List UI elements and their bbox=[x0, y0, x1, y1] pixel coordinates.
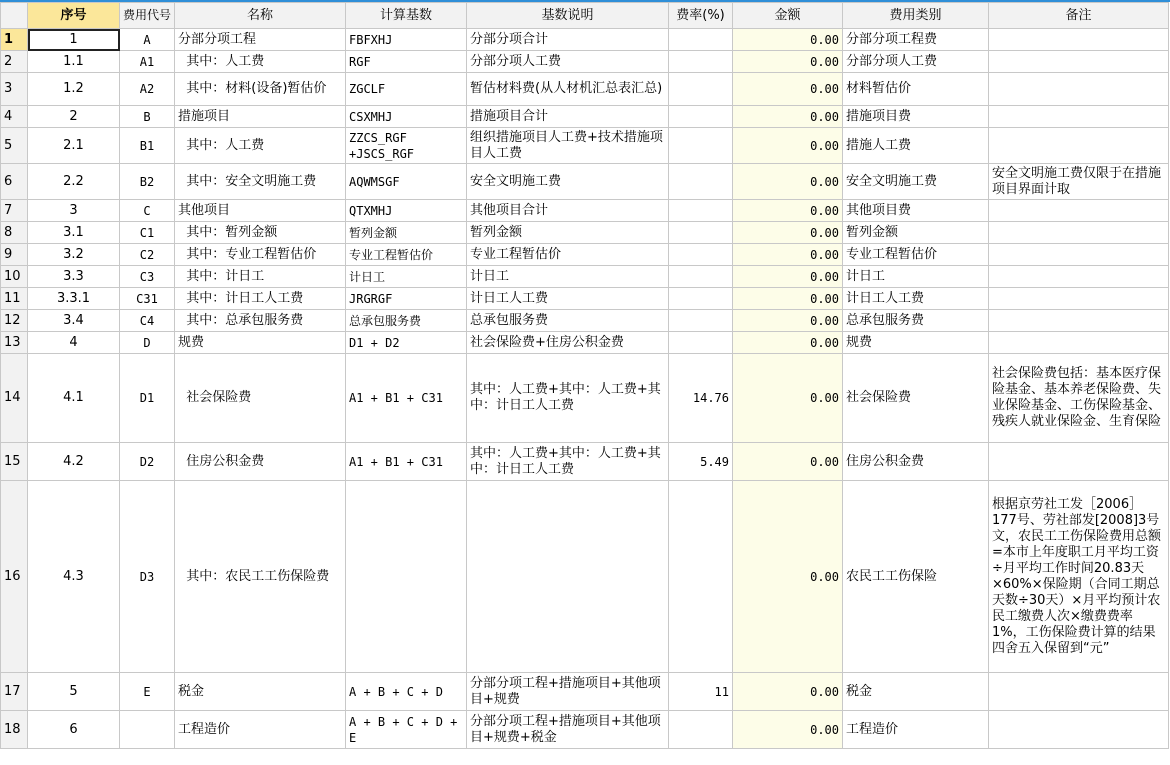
cell-amount[interactable]: 0.00 bbox=[733, 73, 843, 106]
cell-category[interactable]: 计日工人工费 bbox=[843, 288, 989, 310]
cell-name[interactable]: 其中：专业工程暂估价 bbox=[175, 244, 346, 266]
cell-base[interactable]: 专业工程暂估价 bbox=[346, 244, 467, 266]
row-number[interactable]: 1 bbox=[1, 29, 28, 51]
cell-base[interactable]: A1 + B1 + C31 bbox=[346, 354, 467, 443]
table-row[interactable] bbox=[1, 106, 1169, 128]
cell-rate[interactable] bbox=[669, 73, 733, 106]
row-number[interactable]: 17 bbox=[1, 673, 28, 711]
cell-name[interactable]: 其中：农民工工伤保险费 bbox=[175, 481, 346, 673]
cell-base[interactable]: A1 + B1 + C31 bbox=[346, 443, 467, 481]
cell-code[interactable]: D1 bbox=[120, 354, 175, 443]
cell-base[interactable]: A + B + C + D bbox=[346, 673, 467, 711]
cell-amount[interactable]: 0.00 bbox=[733, 443, 843, 481]
cell-desc[interactable]: 其中：人工费+其中：人工费+其中：计日工人工费 bbox=[467, 443, 669, 481]
cell-category[interactable]: 分部分项人工费 bbox=[843, 51, 989, 73]
cell-amount[interactable]: 0.00 bbox=[733, 106, 843, 128]
column-header-note[interactable]: 备注 bbox=[989, 3, 1169, 29]
cell-base[interactable]: D1 + D2 bbox=[346, 332, 467, 354]
cell-desc[interactable]: 组织措施项目人工费+技术措施项目人工费 bbox=[467, 128, 669, 164]
cell-note[interactable] bbox=[989, 244, 1169, 266]
cell-base[interactable]: FBFXHJ bbox=[346, 29, 467, 51]
cell-name[interactable]: 其中：材料(设备)暂估价 bbox=[175, 73, 346, 106]
cell-seq[interactable]: 4.2 bbox=[28, 443, 120, 481]
cell-seq[interactable]: 4 bbox=[28, 332, 120, 354]
cell-rate[interactable] bbox=[669, 200, 733, 222]
row-number[interactable]: 10 bbox=[1, 266, 28, 288]
cell-desc[interactable]: 措施项目合计 bbox=[467, 106, 669, 128]
table-row[interactable] bbox=[1, 332, 1169, 354]
cell-desc[interactable]: 分部分项工程+措施项目+其他项目+规费 bbox=[467, 673, 669, 711]
cell-base[interactable]: RGF bbox=[346, 51, 467, 73]
table-row[interactable] bbox=[1, 73, 1169, 106]
cell-seq[interactable]: 3.1 bbox=[28, 222, 120, 244]
row-number[interactable]: 12 bbox=[1, 310, 28, 332]
cell-name[interactable]: 税金 bbox=[175, 673, 346, 711]
row-number[interactable]: 3 bbox=[1, 73, 28, 106]
row-number[interactable]: 11 bbox=[1, 288, 28, 310]
cell-note[interactable] bbox=[989, 443, 1169, 481]
cell-rate[interactable] bbox=[669, 711, 733, 749]
cell-amount[interactable]: 0.00 bbox=[733, 481, 843, 673]
cell-note[interactable] bbox=[989, 106, 1169, 128]
cell-code[interactable]: C2 bbox=[120, 244, 175, 266]
cell-amount[interactable]: 0.00 bbox=[733, 288, 843, 310]
column-header-category[interactable]: 费用类别 bbox=[843, 3, 989, 29]
cell-seq[interactable]: 6 bbox=[28, 711, 120, 749]
cell-note[interactable] bbox=[989, 673, 1169, 711]
cell-rate[interactable]: 11 bbox=[669, 673, 733, 711]
cell-name[interactable]: 其中：总承包服务费 bbox=[175, 310, 346, 332]
cell-amount[interactable]: 0.00 bbox=[733, 51, 843, 73]
cell-amount[interactable]: 0.00 bbox=[733, 266, 843, 288]
cell-seq[interactable]: 4.1 bbox=[28, 354, 120, 443]
cell-name[interactable]: 其中：人工费 bbox=[175, 128, 346, 164]
cell-amount[interactable]: 0.00 bbox=[733, 128, 843, 164]
cell-amount[interactable]: 0.00 bbox=[733, 332, 843, 354]
cell-amount[interactable]: 0.00 bbox=[733, 711, 843, 749]
cell-note[interactable] bbox=[989, 51, 1169, 73]
corner-cell[interactable] bbox=[1, 3, 28, 29]
cell-name[interactable]: 措施项目 bbox=[175, 106, 346, 128]
cell-name[interactable]: 住房公积金费 bbox=[175, 443, 346, 481]
cell-name[interactable]: 工程造价 bbox=[175, 711, 346, 749]
table-row[interactable] bbox=[1, 288, 1169, 310]
cell-base[interactable]: ZZCS_RGF +JSCS_RGF bbox=[346, 128, 467, 164]
cell-name[interactable]: 其中：安全文明施工费 bbox=[175, 164, 346, 200]
cell-desc[interactable]: 计日工人工费 bbox=[467, 288, 669, 310]
table-row[interactable] bbox=[1, 266, 1169, 288]
row-number[interactable]: 6 bbox=[1, 164, 28, 200]
cell-note[interactable]: 安全文明施工费仅限于在措施项目界面计取 bbox=[989, 164, 1169, 200]
cell-seq[interactable]: 3.3 bbox=[28, 266, 120, 288]
cell-category[interactable]: 工程造价 bbox=[843, 711, 989, 749]
cell-seq[interactable]: 2.1 bbox=[28, 128, 120, 164]
cell-amount[interactable]: 0.00 bbox=[733, 29, 843, 51]
cell-code[interactable]: C1 bbox=[120, 222, 175, 244]
cell-category[interactable]: 分部分项工程费 bbox=[843, 29, 989, 51]
row-number[interactable]: 16 bbox=[1, 481, 28, 673]
cell-code[interactable]: C31 bbox=[120, 288, 175, 310]
cell-seq[interactable]: 3.4 bbox=[28, 310, 120, 332]
cell-seq[interactable]: 1 bbox=[28, 29, 120, 51]
cell-name[interactable]: 其中：人工费 bbox=[175, 51, 346, 73]
cell-code[interactable]: B2 bbox=[120, 164, 175, 200]
column-header-desc[interactable]: 基数说明 bbox=[467, 3, 669, 29]
table-row[interactable] bbox=[1, 29, 1169, 51]
row-number[interactable]: 15 bbox=[1, 443, 28, 481]
cell-note[interactable] bbox=[989, 310, 1169, 332]
table-row[interactable] bbox=[1, 711, 1169, 749]
cell-base[interactable]: 计日工 bbox=[346, 266, 467, 288]
cell-rate[interactable] bbox=[669, 164, 733, 200]
cell-category[interactable]: 安全文明施工费 bbox=[843, 164, 989, 200]
cell-category[interactable]: 住房公积金费 bbox=[843, 443, 989, 481]
cell-seq[interactable]: 1.2 bbox=[28, 73, 120, 106]
cell-base[interactable] bbox=[346, 481, 467, 673]
cell-note[interactable] bbox=[989, 200, 1169, 222]
cell-note[interactable] bbox=[989, 222, 1169, 244]
row-number[interactable]: 4 bbox=[1, 106, 28, 128]
cell-desc[interactable]: 社会保险费+住房公积金费 bbox=[467, 332, 669, 354]
cell-base[interactable]: CSXMHJ bbox=[346, 106, 467, 128]
cell-seq[interactable]: 2.2 bbox=[28, 164, 120, 200]
cell-note[interactable] bbox=[989, 266, 1169, 288]
row-number[interactable]: 18 bbox=[1, 711, 28, 749]
cell-amount[interactable]: 0.00 bbox=[733, 310, 843, 332]
cell-amount[interactable]: 0.00 bbox=[733, 673, 843, 711]
cell-category[interactable]: 暂列金额 bbox=[843, 222, 989, 244]
cell-seq[interactable]: 1.1 bbox=[28, 51, 120, 73]
cell-desc[interactable]: 安全文明施工费 bbox=[467, 164, 669, 200]
cell-category[interactable]: 总承包服务费 bbox=[843, 310, 989, 332]
cell-amount[interactable]: 0.00 bbox=[733, 222, 843, 244]
cell-rate[interactable] bbox=[669, 222, 733, 244]
table-row[interactable] bbox=[1, 481, 1169, 673]
table-row[interactable] bbox=[1, 222, 1169, 244]
cell-rate[interactable] bbox=[669, 29, 733, 51]
cell-name[interactable]: 分部分项工程 bbox=[175, 29, 346, 51]
column-header-rate[interactable]: 费率(%) bbox=[669, 3, 733, 29]
cell-rate[interactable] bbox=[669, 128, 733, 164]
cell-code[interactable]: E bbox=[120, 673, 175, 711]
row-number[interactable]: 8 bbox=[1, 222, 28, 244]
cell-base[interactable]: JRGRGF bbox=[346, 288, 467, 310]
cell-code[interactable]: B bbox=[120, 106, 175, 128]
cell-desc[interactable]: 分部分项合计 bbox=[467, 29, 669, 51]
row-number[interactable]: 14 bbox=[1, 354, 28, 443]
column-header-base[interactable]: 计算基数 bbox=[346, 3, 467, 29]
row-number[interactable]: 5 bbox=[1, 128, 28, 164]
cell-code[interactable]: A2 bbox=[120, 73, 175, 106]
cell-seq[interactable]: 3 bbox=[28, 200, 120, 222]
cell-category[interactable]: 社会保险费 bbox=[843, 354, 989, 443]
cell-seq[interactable]: 5 bbox=[28, 673, 120, 711]
cell-name[interactable]: 其他项目 bbox=[175, 200, 346, 222]
cell-desc[interactable]: 计日工 bbox=[467, 266, 669, 288]
cell-code[interactable] bbox=[120, 711, 175, 749]
table-row[interactable] bbox=[1, 128, 1169, 164]
column-header-amount[interactable]: 金额 bbox=[733, 3, 843, 29]
cell-amount[interactable]: 0.00 bbox=[733, 200, 843, 222]
cell-amount[interactable]: 0.00 bbox=[733, 354, 843, 443]
cell-rate[interactable] bbox=[669, 310, 733, 332]
cell-rate[interactable] bbox=[669, 332, 733, 354]
cell-code[interactable]: B1 bbox=[120, 128, 175, 164]
cell-base[interactable]: QTXMHJ bbox=[346, 200, 467, 222]
table-row[interactable] bbox=[1, 310, 1169, 332]
cell-amount[interactable]: 0.00 bbox=[733, 164, 843, 200]
cell-category[interactable]: 其他项目费 bbox=[843, 200, 989, 222]
cell-code[interactable]: A bbox=[120, 29, 175, 51]
table-row[interactable] bbox=[1, 443, 1169, 481]
cell-base[interactable]: A + B + C + D + E bbox=[346, 711, 467, 749]
cell-note[interactable]: 社会保险费包括：基本医疗保险基金、基本养老保险费、失业保险基金、工伤保险基金、残疾人就业保险金、生育保险 bbox=[989, 354, 1169, 443]
cell-desc[interactable]: 专业工程暂估价 bbox=[467, 244, 669, 266]
cell-base[interactable]: 总承包服务费 bbox=[346, 310, 467, 332]
cell-rate[interactable] bbox=[669, 244, 733, 266]
table-row[interactable] bbox=[1, 354, 1169, 443]
cell-category[interactable]: 税金 bbox=[843, 673, 989, 711]
table-row[interactable] bbox=[1, 164, 1169, 200]
cell-name[interactable]: 其中：暂列金额 bbox=[175, 222, 346, 244]
cell-rate[interactable] bbox=[669, 106, 733, 128]
cell-code[interactable]: D2 bbox=[120, 443, 175, 481]
cell-category[interactable]: 专业工程暂估价 bbox=[843, 244, 989, 266]
cell-category[interactable]: 规费 bbox=[843, 332, 989, 354]
cell-desc[interactable]: 分部分项工程+措施项目+其他项目+规费+税金 bbox=[467, 711, 669, 749]
cell-seq[interactable]: 3.3.1 bbox=[28, 288, 120, 310]
cell-note[interactable] bbox=[989, 73, 1169, 106]
row-number[interactable]: 9 bbox=[1, 244, 28, 266]
cell-name[interactable]: 规费 bbox=[175, 332, 346, 354]
row-number[interactable]: 2 bbox=[1, 51, 28, 73]
cell-name[interactable]: 其中：计日工 bbox=[175, 266, 346, 288]
cell-category[interactable]: 措施项目费 bbox=[843, 106, 989, 128]
row-number[interactable]: 7 bbox=[1, 200, 28, 222]
column-header-code[interactable]: 费用代号 bbox=[120, 3, 175, 29]
cell-desc[interactable]: 暂列金额 bbox=[467, 222, 669, 244]
cell-base[interactable]: AQWMSGF bbox=[346, 164, 467, 200]
cell-base[interactable]: ZGCLF bbox=[346, 73, 467, 106]
cell-seq[interactable]: 3.2 bbox=[28, 244, 120, 266]
cell-rate[interactable]: 5.49 bbox=[669, 443, 733, 481]
cell-desc[interactable]: 分部分项人工费 bbox=[467, 51, 669, 73]
cell-desc[interactable]: 其中：人工费+其中：人工费+其中：计日工人工费 bbox=[467, 354, 669, 443]
cell-note[interactable] bbox=[989, 29, 1169, 51]
cell-category[interactable]: 材料暂估价 bbox=[843, 73, 989, 106]
cell-desc[interactable] bbox=[467, 481, 669, 673]
cell-code[interactable]: C bbox=[120, 200, 175, 222]
cell-note[interactable]: 根据京劳社工发［2006］177号、劳社部发[2008]3号文，农民工工伤保险费用总额=本市上年度职工月平均工资÷月平均工作时间20.83天×60%×保险期（合同工期总天数÷30天）×月平均预计农民工缴费人次×缴费费率1%，工伤保险费计算的结果四舍五入保留到“元” bbox=[989, 481, 1169, 673]
cell-rate[interactable] bbox=[669, 51, 733, 73]
fee-summary-table bbox=[0, 2, 1169, 749]
cell-rate[interactable] bbox=[669, 266, 733, 288]
cell-desc[interactable]: 暂估材料费(从人材机汇总表汇总) bbox=[467, 73, 669, 106]
cell-code[interactable]: D3 bbox=[120, 481, 175, 673]
table-row[interactable] bbox=[1, 673, 1169, 711]
cell-note[interactable] bbox=[989, 332, 1169, 354]
cell-note[interactable] bbox=[989, 128, 1169, 164]
cell-rate[interactable] bbox=[669, 288, 733, 310]
cell-code[interactable]: D bbox=[120, 332, 175, 354]
cell-note[interactable] bbox=[989, 711, 1169, 749]
cell-rate[interactable]: 14.76 bbox=[669, 354, 733, 443]
cell-category[interactable]: 计日工 bbox=[843, 266, 989, 288]
cell-base[interactable]: 暂列金额 bbox=[346, 222, 467, 244]
table-row[interactable] bbox=[1, 200, 1169, 222]
cell-rate[interactable] bbox=[669, 481, 733, 673]
cell-amount[interactable]: 0.00 bbox=[733, 244, 843, 266]
column-header-name[interactable]: 名称 bbox=[175, 3, 346, 29]
column-header-seq[interactable]: 序号 bbox=[28, 3, 120, 29]
cell-desc[interactable]: 其他项目合计 bbox=[467, 200, 669, 222]
cell-desc[interactable]: 总承包服务费 bbox=[467, 310, 669, 332]
cell-name[interactable]: 其中：计日工人工费 bbox=[175, 288, 346, 310]
cell-category[interactable]: 措施人工费 bbox=[843, 128, 989, 164]
cell-category[interactable]: 农民工工伤保险 bbox=[843, 481, 989, 673]
cell-code[interactable]: C3 bbox=[120, 266, 175, 288]
cell-code[interactable]: A1 bbox=[120, 51, 175, 73]
header-row bbox=[1, 3, 1169, 29]
cell-seq[interactable]: 4.3 bbox=[28, 481, 120, 673]
table-row[interactable] bbox=[1, 244, 1169, 266]
row-number[interactable]: 13 bbox=[1, 332, 28, 354]
table-row[interactable] bbox=[1, 51, 1169, 73]
cell-name[interactable]: 社会保险费 bbox=[175, 354, 346, 443]
cell-seq[interactable]: 2 bbox=[28, 106, 120, 128]
cell-note[interactable] bbox=[989, 288, 1169, 310]
cell-code[interactable]: C4 bbox=[120, 310, 175, 332]
